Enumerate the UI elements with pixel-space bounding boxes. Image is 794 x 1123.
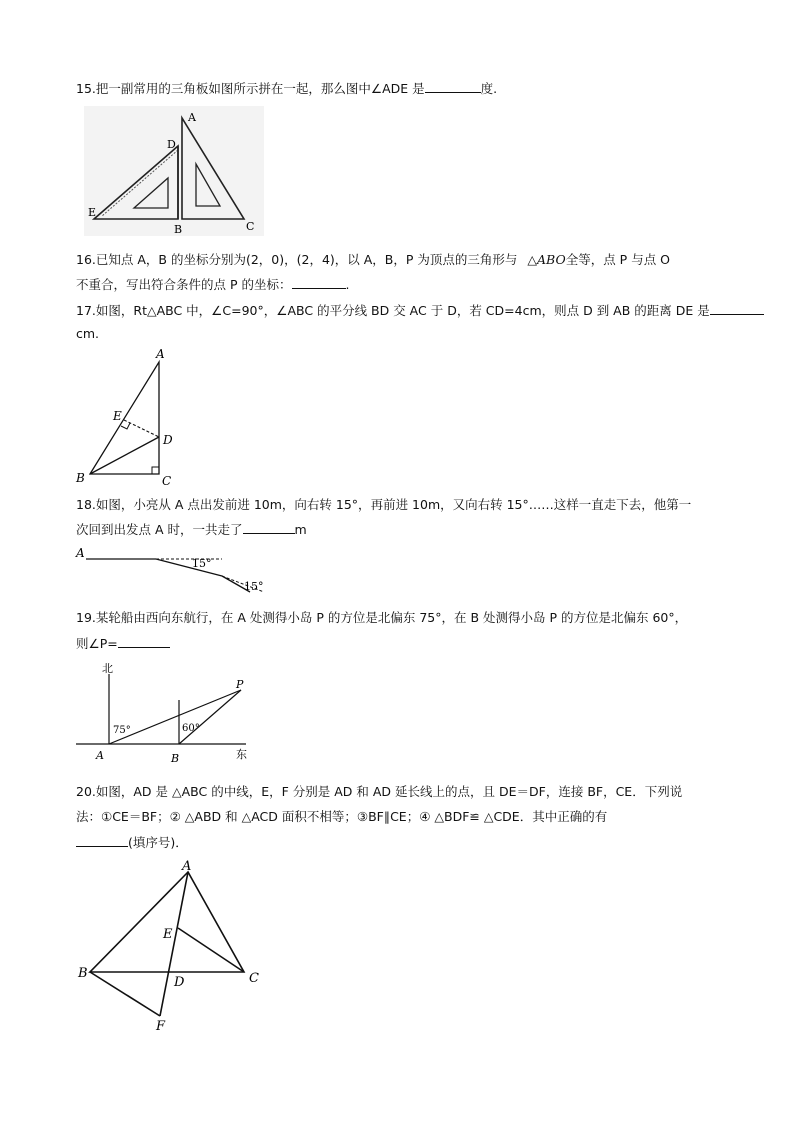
q20-label-c: C xyxy=(249,971,259,986)
q18-label-a: A xyxy=(76,546,85,560)
q15-label-e: E xyxy=(88,206,97,219)
q19-label-p: P xyxy=(236,678,244,691)
q16-text-d: . xyxy=(345,277,350,292)
q17-dashed-de xyxy=(124,420,159,437)
q19-text-b: 则∠P= xyxy=(76,636,118,651)
q19-label-north: 北 xyxy=(102,662,113,675)
q19-angle-60: 60° xyxy=(182,723,200,734)
q17-label-e: E xyxy=(113,409,122,423)
q15-figure xyxy=(84,106,264,236)
q19-line-bp xyxy=(179,690,241,744)
q19-label-b: B xyxy=(171,752,180,765)
q18-angle-1: 15° xyxy=(192,557,212,570)
q18-angle-2: 15° xyxy=(244,580,264,593)
q15-label-b: B xyxy=(174,223,183,236)
q18-unit: m xyxy=(294,522,307,537)
q17-label-a: A xyxy=(156,347,165,361)
q20-line2 xyxy=(76,809,607,825)
q20-label-f: F xyxy=(156,1019,166,1034)
q17-line1 xyxy=(76,302,764,319)
q16-abo: ABO xyxy=(537,252,566,267)
q16-text-b: 全等，点 P 与点 O xyxy=(565,252,671,267)
q19-label-a: A xyxy=(96,749,104,762)
q20-label-b: B xyxy=(78,966,88,981)
q20-label-e: E xyxy=(163,927,173,942)
q18-text: 18.如图，小亮从 A 点出发前进 10m，向右转 15°，再前进 10m，又向右转 15°……这样一直走下去，他第一 xyxy=(76,497,692,512)
q16-text-a: 16.已知点 A，B 的坐标分别为(2，0)，(2，4)，以 A，B，P 为顶点的三角形与 xyxy=(76,252,518,267)
q15-label-c: C xyxy=(246,220,255,233)
q20-text-3: (填序号)． xyxy=(128,835,188,850)
q17-label-c: C xyxy=(162,474,172,488)
q20-text-2: 法：①CE＝BF；② △ABD 和 △ACD 面积不相等；③BF∥CE；④ △BDF≌ △CDE．其中正确的有 xyxy=(76,809,608,824)
q15-label-a: A xyxy=(188,111,196,124)
q19-text: 19.某轮船由西向东航行，在 A 处测得小岛 P 的方位是北偏东 75°，在 B 处测得小岛 P 的方位是北偏东 60°， xyxy=(76,610,688,625)
q19-label-east: 东 xyxy=(236,748,247,761)
q20-label-d: D xyxy=(174,975,185,990)
q16-triangle-symbol: △ xyxy=(527,252,537,267)
q18-line1 xyxy=(76,497,691,513)
q17-label-b: B xyxy=(76,471,85,485)
q17-blank[interactable] xyxy=(710,302,764,315)
q16-blank[interactable] xyxy=(292,276,346,289)
q20-line-ce xyxy=(178,928,244,972)
q19-line2 xyxy=(76,635,170,652)
q17-line2 xyxy=(76,326,99,342)
q18-text-b: 次回到出发点 A 时，一共走了 xyxy=(76,522,243,537)
q19-figure xyxy=(76,660,256,766)
q18-figure xyxy=(72,542,272,594)
q17-right-angle-e xyxy=(121,423,130,429)
q20-line-af xyxy=(160,872,188,1016)
q17-right-angle-c xyxy=(152,467,159,474)
q15-figure-bg xyxy=(84,106,264,236)
q19-blank[interactable] xyxy=(118,635,170,648)
q17-unit: cm. xyxy=(76,326,100,341)
q18-segment-2 xyxy=(156,559,222,576)
q20-line3 xyxy=(76,834,188,851)
q15-tail: 度. xyxy=(480,81,498,96)
q17-bisector-bd xyxy=(90,437,159,474)
q18-line2 xyxy=(76,521,307,538)
q19-line1 xyxy=(76,610,687,626)
q16-line1 xyxy=(76,252,670,268)
q15-text: 15.把一副常用的三角板如图所示拼在一起，那么图中∠ADE 是 xyxy=(76,81,425,96)
q19-angle-75: 75° xyxy=(113,725,131,736)
q18-blank[interactable] xyxy=(243,521,295,534)
q17-figure xyxy=(72,344,184,490)
q16-line2 xyxy=(76,276,349,293)
q20-label-a: A xyxy=(182,859,192,874)
q17-text: 17.如图，Rt△ABC 中，∠C=90°，∠ABC 的平分线 BD 交 AC 于 D，若 CD=4cm，则点 D 到 AB 的距离 DE 是 xyxy=(76,303,710,318)
q16-text-c: 不重合，写出符合条件的点 P 的坐标： xyxy=(76,277,292,292)
q17-triangle xyxy=(90,362,159,474)
q20-text-1: 20.如图，AD 是 △ABC 的中线，E，F 分别是 AD 和 AD 延长线上的点，且 DE＝DF，连接 BF，CE．下列说 xyxy=(76,784,683,799)
q20-line1 xyxy=(76,784,682,800)
q20-blank[interactable] xyxy=(76,834,128,847)
q15-line xyxy=(76,80,497,97)
q20-figure xyxy=(72,858,272,1038)
q17-label-d: D xyxy=(163,433,173,447)
q15-label-d: D xyxy=(167,138,176,151)
q20-line-bf xyxy=(90,972,160,1016)
q15-blank[interactable] xyxy=(425,80,481,93)
